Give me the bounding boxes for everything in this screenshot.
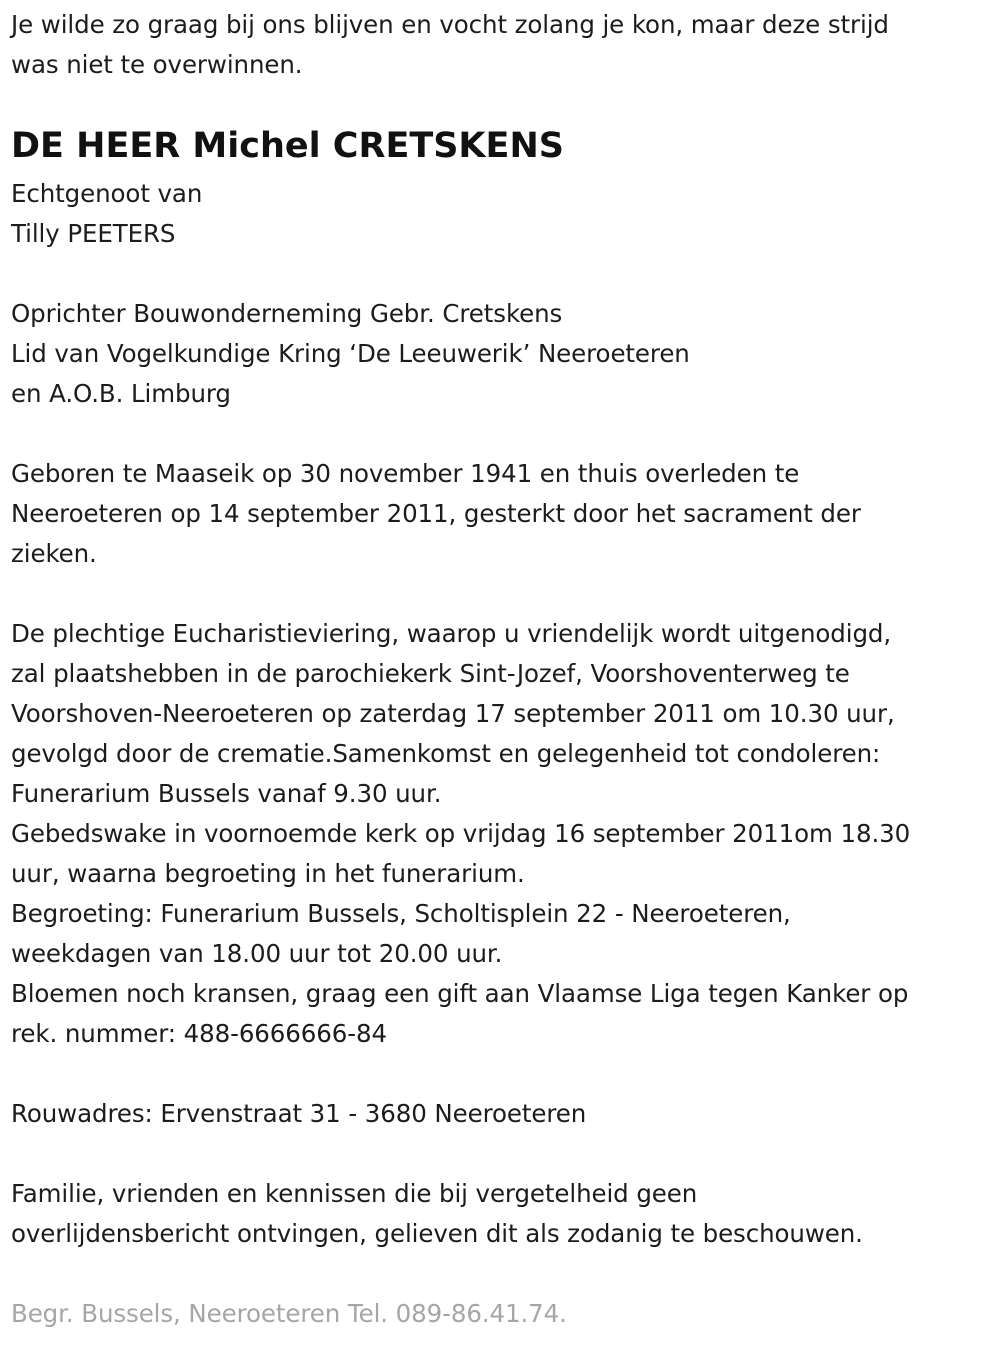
family-note-line: overlijdensbericht ontvingen, gelieven dit als zodanig te beschouwen.: [11, 1219, 863, 1248]
wake-line: uur, waarna begroeting in het funerarium.: [11, 859, 525, 888]
ceremony-line: Voorshoven-Neeroeteren op zaterdag 17 september 2011 om 10.30 uur,: [11, 699, 895, 728]
family-note-paragraph: [11, 1174, 863, 1254]
ceremony-line: Funerarium Bussels vanaf 9.30 uur.: [11, 779, 442, 808]
mourning-address: [11, 1094, 586, 1134]
family-note-line: Familie, vrienden en kennissen die bij vergetelheid geen: [11, 1179, 698, 1208]
intro-line: Je wilde zo graag bij ons blijven en vocht zolang je kon, maar deze strijd: [11, 10, 889, 39]
relation-line: Tilly PEETERS: [11, 219, 176, 248]
deceased-name: DE HEER Michel CRETSKENS: [11, 126, 564, 166]
relation-line: Echtgenoot van: [11, 179, 203, 208]
funeral-home-footer: [11, 1294, 567, 1334]
ceremony-paragraph: [11, 614, 910, 1054]
donation-line: rek. nummer: 488-6666666-84: [11, 1019, 387, 1048]
role-line: en A.O.B. Limburg: [11, 379, 231, 408]
role-line: Lid van Vogelkundige Kring ‘De Leeuwerik’ Neeroeteren: [11, 339, 690, 368]
ceremony-line: zal plaatshebben in de parochiekerk Sint-Jozef, Voorshoventerweg te: [11, 659, 850, 688]
birth-death-line: zieken.: [11, 539, 97, 568]
visitation-line: Begroeting: Funerarium Bussels, Scholtisplein 22 - Neeroeteren,: [11, 899, 791, 928]
footer-line: Begr. Bussels, Neeroeteren Tel. 089-86.41.74.: [11, 1299, 567, 1328]
birth-death-line: Neeroeteren op 14 september 2011, gesterkt door het sacrament der: [11, 499, 861, 528]
ceremony-line: gevolgd door de crematie.Samenkomst en gelegenheid tot condoleren:: [11, 739, 881, 768]
birth-death-line: Geboren te Maaseik op 30 november 1941 en thuis overleden te: [11, 459, 800, 488]
wake-line: Gebedswake in voornoemde kerk op vrijdag 16 september 2011om 18.30: [11, 819, 911, 848]
visitation-line: weekdagen van 18.00 uur tot 20.00 uur.: [11, 939, 503, 968]
roles-paragraph: [11, 294, 690, 414]
birth-death-paragraph: [11, 454, 861, 574]
ceremony-line: De plechtige Eucharistieviering, waarop u vriendelijk wordt uitgenodigd,: [11, 619, 892, 648]
donation-line: Bloemen noch kransen, graag een gift aan Vlaamse Liga tegen Kanker op: [11, 979, 909, 1008]
intro-line: was niet te overwinnen.: [11, 50, 303, 79]
role-line: Oprichter Bouwonderneming Gebr. Cretskens: [11, 299, 563, 328]
spouse-relation: [11, 174, 202, 254]
intro-paragraph: [11, 5, 889, 85]
address-line: Rouwadres: Ervenstraat 31 - 3680 Neeroeteren: [11, 1099, 587, 1128]
